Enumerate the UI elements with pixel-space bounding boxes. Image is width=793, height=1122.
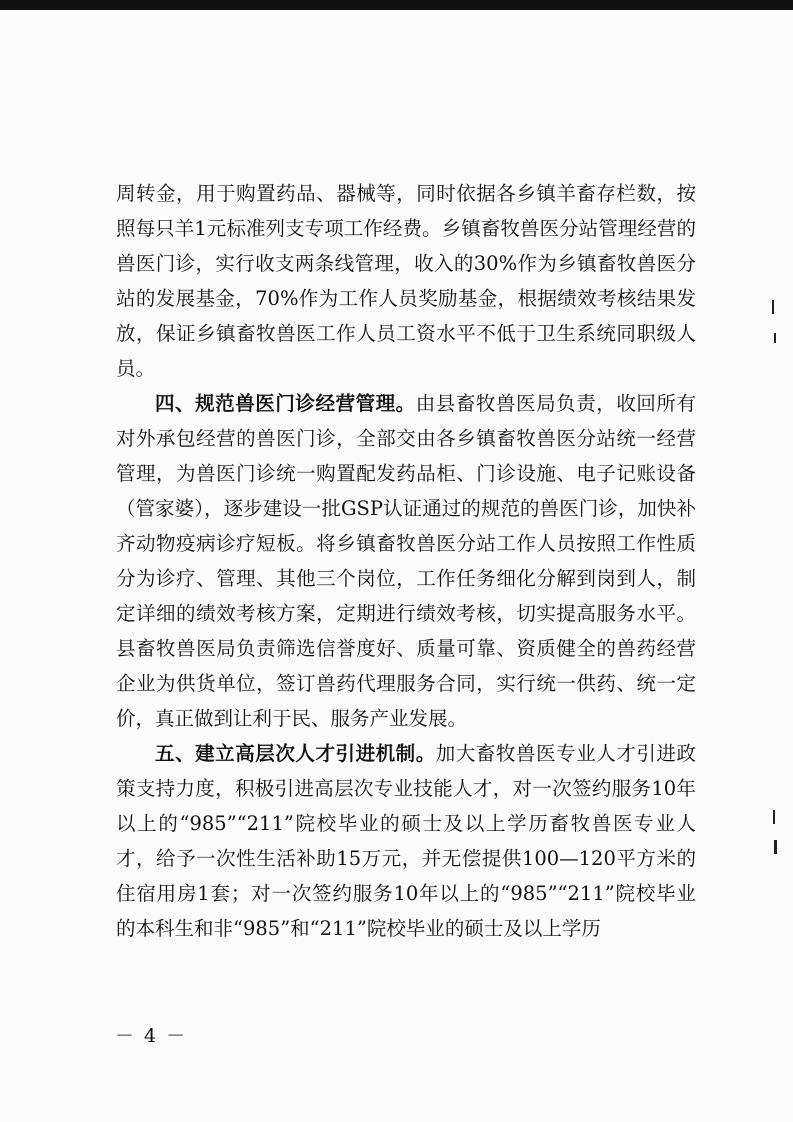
paragraph-text: 周转金，用于购置药品、器械等，同时依据各乡镇羊畜存栏数，按照每只羊1元标准列支专项工作经费。乡镇畜牧兽医分站管理经营的兽医门诊，实行收支两条线管理，收入的30%作为乡镇畜牧兽医分站的发展基金，70%作为工作人员奖励基金，根据绩效考核结果发放，保证乡镇畜牧兽医工作人员工资水平不低于卫生系统同职级人员。 xyxy=(116,182,696,380)
scan-artifact-mark xyxy=(773,810,775,824)
paragraph-text: 加大畜牧兽医专业人才引进政策支持力度，积极引进高层次专业技能人才，对一次签约服务10年以上的“985”“211”院校毕业的硕士及以上学历畜牧兽医专业人才，给予一次性生活补助15万元，并无偿提供100—120平方米的住宿用房1套；对一次签约服务10年以上的“985”“211”院校毕业的本科生和非“985”和“211”院校毕业的硕士及以上学历 xyxy=(116,742,696,940)
section-heading-talent: 五、建立高层次人才引进机制。 xyxy=(155,742,436,765)
paragraph-text: 由县畜牧兽医局负责，收回所有对外承包经营的兽医门诊，全部交由各乡镇畜牧兽医分站统一经营管理，为兽医门诊统一购置配发药品柜、门诊设施、电子记账设备（管家婆），逐步建设一批GSP认证通过的规范的兽医门诊，加快补齐动物疫病诊疗短板。将乡镇畜牧兽医分站工作人员按照工作性质分为诊疗、管理、其他三个岗位，工作任务细化分解到岗到人，制定详细的绩效考核方案，定期进行绩效考核，切实提高服务水平。县畜牧兽医局负责筛选信誉度好、质量可靠、资质健全的兽药经营企业为供货单位，签订兽药代理服务合同，实行统一供药、统一定价，真正做到让利于民、服务产业发展。 xyxy=(116,392,696,730)
scan-artifact-mark xyxy=(772,300,774,314)
scan-artifact-mark xyxy=(774,333,776,343)
scan-artifact-mark xyxy=(774,840,777,854)
paragraph-funding xyxy=(116,176,696,386)
page-number: － 4 － xyxy=(115,1025,188,1047)
scan-top-border xyxy=(0,0,793,10)
paragraph-talent-recruitment xyxy=(116,736,696,946)
section-heading-clinic: 四、规范兽医门诊经营管理。 xyxy=(155,392,416,415)
document-body xyxy=(116,176,696,946)
paragraph-clinic-management xyxy=(116,386,696,736)
